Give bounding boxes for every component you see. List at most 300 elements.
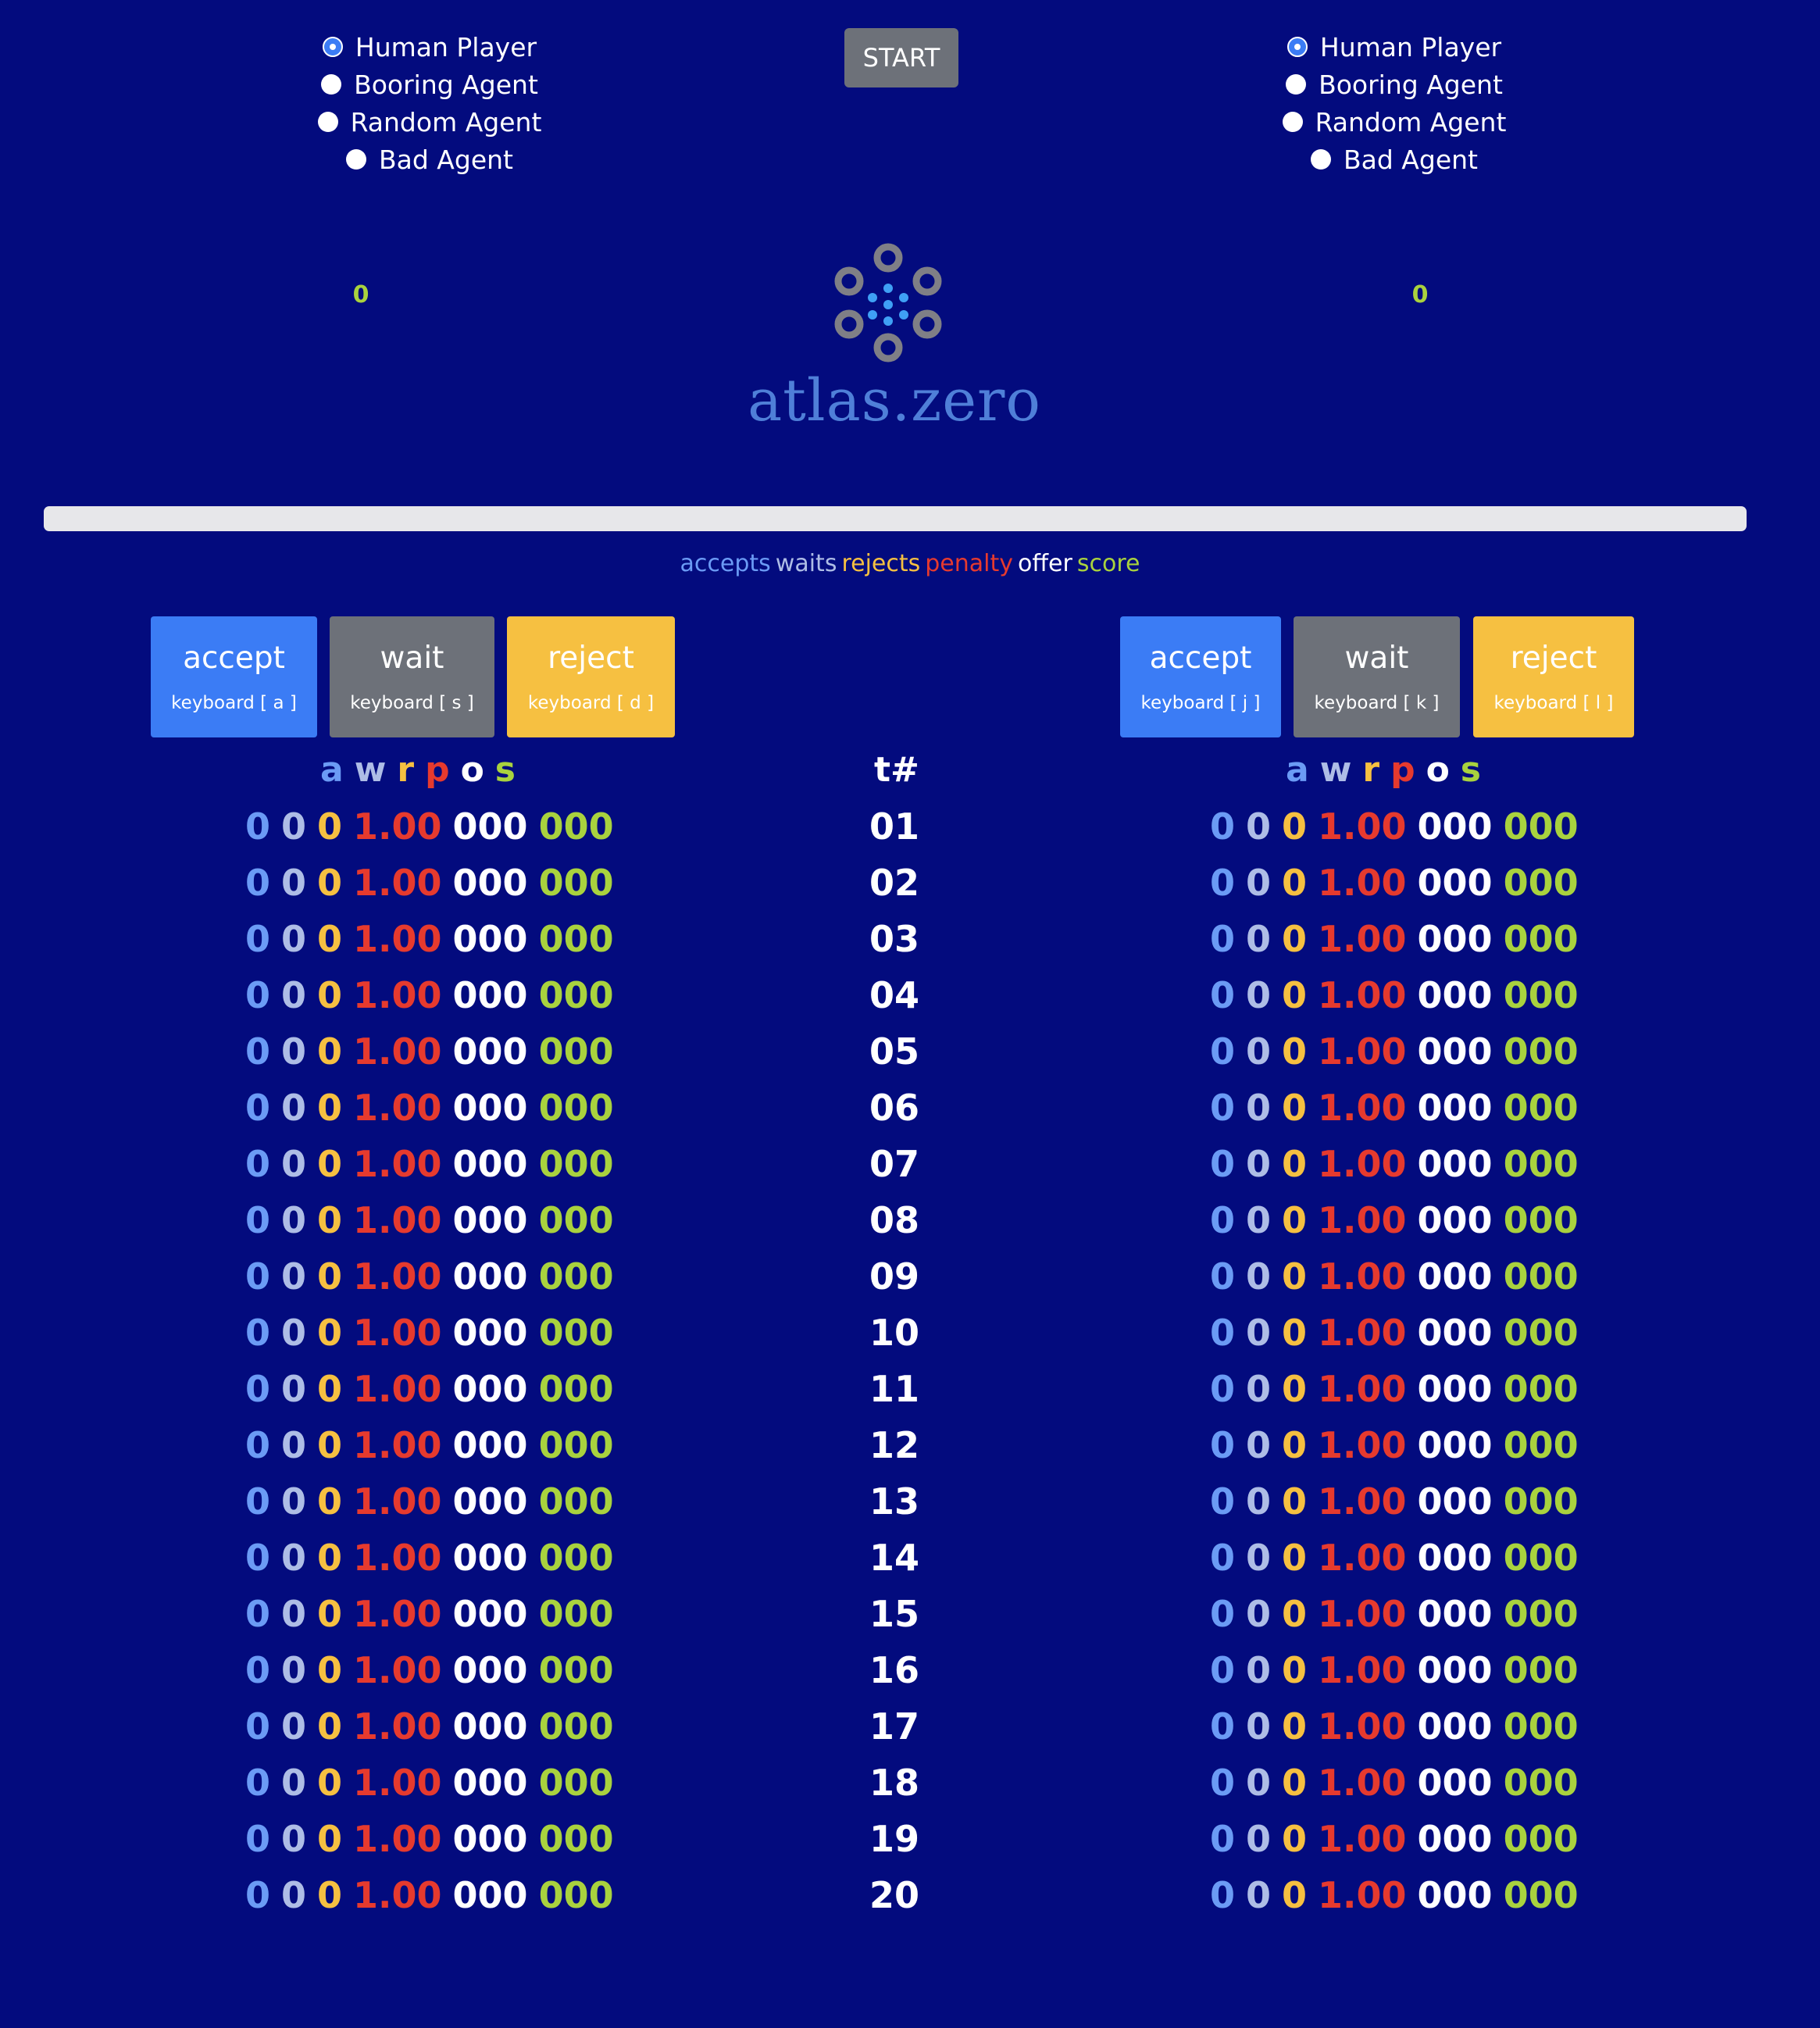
stat-s: 000 [538, 862, 614, 904]
stat-o: 000 [1417, 1537, 1493, 1579]
stat-s: 000 [1503, 1593, 1579, 1635]
option-label: Random Agent [350, 106, 542, 137]
logo-text: atlas.zero [748, 367, 1041, 434]
stat-r: 0 [1282, 918, 1308, 960]
table-row [245, 1586, 625, 1642]
table-row [1210, 1305, 1590, 1361]
turn-number: 13 [869, 1480, 919, 1523]
radio-icon[interactable] [1283, 112, 1303, 132]
stat-s: 000 [538, 1312, 614, 1354]
stat-w: 0 [281, 1593, 307, 1635]
stat-w: 0 [281, 1424, 307, 1466]
stat-s: 000 [1503, 1705, 1579, 1748]
radio-checked-icon[interactable] [323, 37, 343, 57]
stat-o: 000 [1417, 1705, 1493, 1748]
stat-o: 000 [1417, 862, 1493, 904]
stat-r: 0 [1282, 1030, 1308, 1073]
stat-p: 1.00 [1318, 1312, 1407, 1354]
stat-p: 1.00 [353, 1480, 442, 1523]
stat-r: 0 [317, 1762, 343, 1804]
stat-o: 000 [452, 1705, 528, 1748]
stat-r: 0 [1282, 1424, 1308, 1466]
table-row [1210, 855, 1590, 911]
table-row [245, 1305, 625, 1361]
stat-s: 000 [1503, 1537, 1579, 1579]
stat-o: 000 [1417, 1424, 1493, 1466]
stat-p: 1.00 [353, 1649, 442, 1691]
stat-w: 0 [1246, 1537, 1272, 1579]
stat-w: 0 [281, 1312, 307, 1354]
stat-s: 000 [538, 1368, 614, 1410]
player-right-option-random[interactable] [1121, 103, 1668, 141]
header-r: r [397, 750, 419, 790]
stat-r: 0 [317, 862, 343, 904]
turn-number: 14 [869, 1537, 919, 1579]
header-p: p [1390, 750, 1420, 790]
stat-o: 000 [452, 974, 528, 1016]
stat-r: 0 [317, 1312, 343, 1354]
table-row [245, 1080, 625, 1136]
stat-w: 0 [281, 1537, 307, 1579]
stat-w: 0 [1246, 1874, 1272, 1916]
player-left-total: 0 [352, 281, 369, 309]
legend-accepts: accepts [680, 550, 771, 577]
stat-s: 000 [538, 1030, 614, 1073]
stat-r: 0 [1282, 1312, 1308, 1354]
stat-s: 000 [538, 1762, 614, 1804]
stat-o: 000 [452, 1480, 528, 1523]
stat-p: 1.00 [1318, 805, 1407, 848]
legend [0, 550, 1820, 577]
stat-a: 0 [245, 1368, 271, 1410]
stat-r: 0 [317, 1255, 343, 1298]
stat-p: 1.00 [1318, 1649, 1407, 1691]
stat-r: 0 [317, 1368, 343, 1410]
table-row [245, 1811, 625, 1867]
table-row [245, 1530, 625, 1586]
stat-r: 0 [1282, 1368, 1308, 1410]
stat-s: 000 [538, 1199, 614, 1241]
stat-p: 1.00 [1318, 1874, 1407, 1916]
stat-r: 0 [317, 1199, 343, 1241]
header-a: a [320, 750, 348, 790]
table-row [1210, 1698, 1590, 1755]
stat-a: 0 [1210, 1255, 1236, 1298]
stat-s: 000 [1503, 805, 1579, 848]
stat-w: 0 [1246, 1424, 1272, 1466]
stat-w: 0 [281, 1199, 307, 1241]
player-left-option-bad[interactable] [156, 141, 703, 178]
stat-w: 0 [1246, 805, 1272, 848]
stat-p: 1.00 [1318, 918, 1407, 960]
player-left-stats-header [317, 750, 523, 790]
stat-s: 000 [538, 1705, 614, 1748]
stat-o: 000 [452, 1762, 528, 1804]
stat-w: 0 [1246, 1762, 1272, 1804]
stat-a: 0 [1210, 1087, 1236, 1129]
stat-w: 0 [281, 1649, 307, 1691]
stat-s: 000 [538, 1649, 614, 1691]
stat-w: 0 [281, 1818, 307, 1860]
stat-w: 0 [1246, 1255, 1272, 1298]
stat-s: 000 [1503, 1424, 1579, 1466]
stat-o: 000 [452, 1143, 528, 1185]
player-right-reject-button[interactable] [1473, 616, 1634, 737]
stat-a: 0 [1210, 1143, 1236, 1185]
stat-o: 000 [452, 1593, 528, 1635]
stat-p: 1.00 [353, 1255, 442, 1298]
radio-icon[interactable] [1286, 74, 1306, 95]
header-a: a [1286, 750, 1314, 790]
stat-s: 000 [1503, 1368, 1579, 1410]
header-w: w [1319, 750, 1357, 790]
button-shortcut: keyboard [ k ] [1314, 693, 1440, 713]
stat-o: 000 [1417, 1762, 1493, 1804]
player-right-wait-button[interactable] [1294, 616, 1460, 737]
stat-a: 0 [245, 1593, 271, 1635]
stat-s: 000 [1503, 1649, 1579, 1691]
stat-p: 1.00 [1318, 862, 1407, 904]
stat-a: 0 [245, 1649, 271, 1691]
radio-checked-icon[interactable] [1287, 37, 1308, 57]
table-row [1210, 1530, 1590, 1586]
stat-o: 000 [452, 1649, 528, 1691]
table-row [1210, 1867, 1590, 1923]
stat-w: 0 [281, 1030, 307, 1073]
table-row [1210, 911, 1590, 967]
stat-r: 0 [317, 918, 343, 960]
stat-w: 0 [1246, 1199, 1272, 1241]
stat-r: 0 [1282, 1087, 1308, 1129]
progress-bar [44, 506, 1747, 531]
player-left-option-random[interactable] [156, 103, 703, 141]
table-row [1210, 1192, 1590, 1248]
stat-p: 1.00 [353, 1593, 442, 1635]
stat-r: 0 [1282, 1255, 1308, 1298]
stat-a: 0 [1210, 862, 1236, 904]
stat-r: 0 [1282, 1649, 1308, 1691]
table-row [245, 1361, 625, 1417]
player-right-accept-button[interactable] [1120, 616, 1281, 737]
header-s: s [494, 750, 520, 790]
stat-p: 1.00 [353, 1705, 442, 1748]
stat-p: 1.00 [1318, 1255, 1407, 1298]
stat-r: 0 [1282, 805, 1308, 848]
turn-number: 10 [869, 1312, 919, 1354]
stat-o: 000 [1417, 1874, 1493, 1916]
player-right-option-bad[interactable] [1121, 141, 1668, 178]
table-row [245, 1755, 625, 1811]
stat-r: 0 [317, 1143, 343, 1185]
stat-o: 000 [452, 1030, 528, 1073]
stat-o: 000 [1417, 1030, 1493, 1073]
button-shortcut: keyboard [ j ] [1140, 693, 1261, 713]
table-row [1210, 1361, 1590, 1417]
turn-header: t# [874, 750, 919, 790]
stat-a: 0 [1210, 1649, 1236, 1691]
stat-s: 000 [1503, 1874, 1579, 1916]
stat-w: 0 [1246, 1143, 1272, 1185]
stat-r: 0 [317, 1649, 343, 1691]
stat-p: 1.00 [1318, 1480, 1407, 1523]
stat-a: 0 [1210, 1705, 1236, 1748]
table-row [1210, 1811, 1590, 1867]
stat-w: 0 [1246, 1030, 1272, 1073]
stat-r: 0 [317, 1705, 343, 1748]
table-row [1210, 1586, 1590, 1642]
player-left-option-human[interactable] [156, 28, 703, 66]
radio-icon[interactable] [346, 149, 366, 170]
stat-a: 0 [1210, 1030, 1236, 1073]
stat-o: 000 [1417, 805, 1493, 848]
stat-s: 000 [538, 805, 614, 848]
stat-o: 000 [452, 1424, 528, 1466]
table-row [1210, 1080, 1590, 1136]
button-label: reject [1510, 641, 1597, 676]
option-label: Random Agent [1315, 106, 1507, 137]
stat-r: 0 [1282, 1874, 1308, 1916]
stat-s: 000 [1503, 1143, 1579, 1185]
radio-icon[interactable] [1311, 149, 1331, 170]
table-row [1210, 798, 1590, 855]
turn-number: 17 [869, 1705, 919, 1748]
stat-s: 000 [538, 1480, 614, 1523]
stat-s: 000 [538, 1818, 614, 1860]
player-right-stats-table [1210, 798, 1590, 1923]
table-row [1210, 1136, 1590, 1192]
table-row [1210, 967, 1590, 1023]
option-label: Bad Agent [1344, 144, 1478, 175]
stat-p: 1.00 [1318, 1087, 1407, 1129]
table-row [245, 1473, 625, 1530]
stat-w: 0 [1246, 862, 1272, 904]
table-row [1210, 1755, 1590, 1811]
stat-a: 0 [245, 1087, 271, 1129]
stat-w: 0 [281, 918, 307, 960]
stat-p: 1.00 [353, 1199, 442, 1241]
stat-a: 0 [1210, 1593, 1236, 1635]
atlas-logo-icon [826, 238, 951, 371]
stat-o: 000 [452, 1537, 528, 1579]
stat-s: 000 [1503, 1480, 1579, 1523]
stat-r: 0 [317, 974, 343, 1016]
stat-o: 000 [452, 1255, 528, 1298]
stat-w: 0 [281, 1762, 307, 1804]
stat-r: 0 [317, 1593, 343, 1635]
header-w: w [354, 750, 391, 790]
stat-w: 0 [281, 1705, 307, 1748]
stat-o: 000 [452, 1087, 528, 1129]
table-row [245, 1867, 625, 1923]
stat-o: 000 [1417, 1368, 1493, 1410]
player-left-accept-button[interactable] [151, 616, 317, 737]
stat-s: 000 [538, 1537, 614, 1579]
stat-p: 1.00 [1318, 1143, 1407, 1185]
table-row [245, 1136, 625, 1192]
stat-w: 0 [281, 1087, 307, 1129]
stat-s: 000 [1503, 918, 1579, 960]
stat-r: 0 [1282, 974, 1308, 1016]
table-row [1210, 1023, 1590, 1080]
stat-a: 0 [1210, 1199, 1236, 1241]
header-o: o [1426, 750, 1454, 790]
stat-s: 000 [1503, 1087, 1579, 1129]
stat-a: 0 [245, 1874, 271, 1916]
stat-w: 0 [1246, 1312, 1272, 1354]
table-row [1210, 1248, 1590, 1305]
stat-o: 000 [1417, 1255, 1493, 1298]
stat-o: 000 [1417, 1649, 1493, 1691]
stat-r: 0 [317, 1424, 343, 1466]
stat-s: 000 [538, 1255, 614, 1298]
table-row [245, 1023, 625, 1080]
stat-p: 1.00 [353, 1312, 442, 1354]
stat-a: 0 [245, 862, 271, 904]
player-left-wait-button[interactable] [330, 616, 494, 737]
header-s: s [1460, 750, 1486, 790]
stat-s: 000 [538, 1874, 614, 1916]
stat-a: 0 [1210, 1874, 1236, 1916]
stat-r: 0 [1282, 1199, 1308, 1241]
button-label: wait [1344, 641, 1409, 676]
stat-o: 000 [1417, 974, 1493, 1016]
stat-o: 000 [452, 1199, 528, 1241]
stat-o: 000 [1417, 1593, 1493, 1635]
option-label: Booring Agent [1319, 69, 1503, 100]
stat-w: 0 [281, 1874, 307, 1916]
stat-s: 000 [538, 1424, 614, 1466]
stat-a: 0 [245, 1143, 271, 1185]
stat-s: 000 [1503, 1030, 1579, 1073]
option-label: Human Player [355, 31, 537, 62]
table-row [245, 798, 625, 855]
stat-r: 0 [317, 1874, 343, 1916]
stat-o: 000 [1417, 918, 1493, 960]
stat-o: 000 [1417, 1312, 1493, 1354]
stat-w: 0 [1246, 1368, 1272, 1410]
turn-number: 05 [869, 1030, 919, 1073]
player-right-options [1121, 28, 1668, 178]
stat-r: 0 [317, 805, 343, 848]
header-o: o [460, 750, 489, 790]
stat-r: 0 [317, 1087, 343, 1129]
table-row [245, 1248, 625, 1305]
turn-number: 08 [869, 1199, 919, 1241]
turn-number: 15 [869, 1593, 919, 1635]
stat-a: 0 [245, 805, 271, 848]
stat-p: 1.00 [353, 1030, 442, 1073]
stat-w: 0 [1246, 1593, 1272, 1635]
stat-p: 1.00 [1318, 1762, 1407, 1804]
option-label: Human Player [1319, 31, 1502, 62]
stat-s: 000 [1503, 862, 1579, 904]
button-label: wait [380, 641, 444, 676]
legend-waits: waits [775, 550, 837, 577]
button-shortcut: keyboard [ a ] [171, 693, 297, 713]
radio-icon[interactable] [318, 112, 338, 132]
stat-r: 0 [1282, 1818, 1308, 1860]
button-shortcut: keyboard [ d ] [527, 693, 655, 713]
stat-o: 000 [452, 1368, 528, 1410]
stat-p: 1.00 [353, 918, 442, 960]
stat-o: 000 [1417, 1143, 1493, 1185]
stat-s: 000 [1503, 1199, 1579, 1241]
turn-number: 11 [869, 1368, 919, 1410]
stat-w: 0 [1246, 1705, 1272, 1748]
table-row [1210, 1642, 1590, 1698]
stat-r: 0 [1282, 1705, 1308, 1748]
stat-p: 1.00 [1318, 974, 1407, 1016]
stat-p: 1.00 [353, 1762, 442, 1804]
radio-icon[interactable] [321, 74, 341, 95]
stat-p: 1.00 [353, 862, 442, 904]
stat-a: 0 [245, 1818, 271, 1860]
turn-number: 07 [869, 1143, 919, 1185]
stat-p: 1.00 [1318, 1705, 1407, 1748]
turn-number: 20 [869, 1874, 919, 1916]
turn-number: 09 [869, 1255, 919, 1298]
stat-r: 0 [1282, 862, 1308, 904]
turn-number: 18 [869, 1762, 919, 1804]
header-p: p [425, 750, 455, 790]
stat-a: 0 [1210, 974, 1236, 1016]
stat-w: 0 [1246, 1818, 1272, 1860]
stat-p: 1.00 [353, 1537, 442, 1579]
player-right-option-human[interactable] [1121, 28, 1668, 66]
stat-a: 0 [1210, 918, 1236, 960]
turn-number: 02 [869, 862, 919, 904]
stat-r: 0 [1282, 1480, 1308, 1523]
stat-o: 000 [452, 918, 528, 960]
button-label: accept [183, 641, 285, 676]
stat-s: 000 [1503, 1762, 1579, 1804]
stat-s: 000 [1503, 1818, 1579, 1860]
stat-r: 0 [317, 1818, 343, 1860]
stat-p: 1.00 [1318, 1368, 1407, 1410]
button-label: accept [1149, 641, 1252, 676]
player-left-option-booring[interactable] [156, 66, 703, 103]
table-row [1210, 1473, 1590, 1530]
button-label: reject [548, 641, 634, 676]
stat-a: 0 [245, 1480, 271, 1523]
stat-p: 1.00 [1318, 1199, 1407, 1241]
legend-score: score [1076, 550, 1140, 577]
player-right-option-booring[interactable] [1121, 66, 1668, 103]
player-left-reject-button[interactable] [507, 616, 675, 737]
stat-p: 1.00 [353, 1874, 442, 1916]
stat-a: 0 [245, 974, 271, 1016]
stat-p: 1.00 [353, 1368, 442, 1410]
stat-r: 0 [1282, 1143, 1308, 1185]
stat-r: 0 [1282, 1537, 1308, 1579]
option-label: Booring Agent [354, 69, 538, 100]
stat-w: 0 [281, 1480, 307, 1523]
stat-a: 0 [1210, 1424, 1236, 1466]
stat-w: 0 [1246, 1087, 1272, 1129]
stat-s: 000 [1503, 974, 1579, 1016]
stat-a: 0 [245, 1199, 271, 1241]
table-row [245, 911, 625, 967]
table-row [245, 1642, 625, 1698]
stat-a: 0 [245, 1762, 271, 1804]
stat-o: 000 [1417, 1199, 1493, 1241]
option-label: Bad Agent [379, 144, 513, 175]
stat-w: 0 [281, 1143, 307, 1185]
stat-a: 0 [1210, 1818, 1236, 1860]
player-left-stats-table [245, 798, 625, 1923]
stat-p: 1.00 [353, 1087, 442, 1129]
start-button[interactable]: START [844, 28, 958, 87]
